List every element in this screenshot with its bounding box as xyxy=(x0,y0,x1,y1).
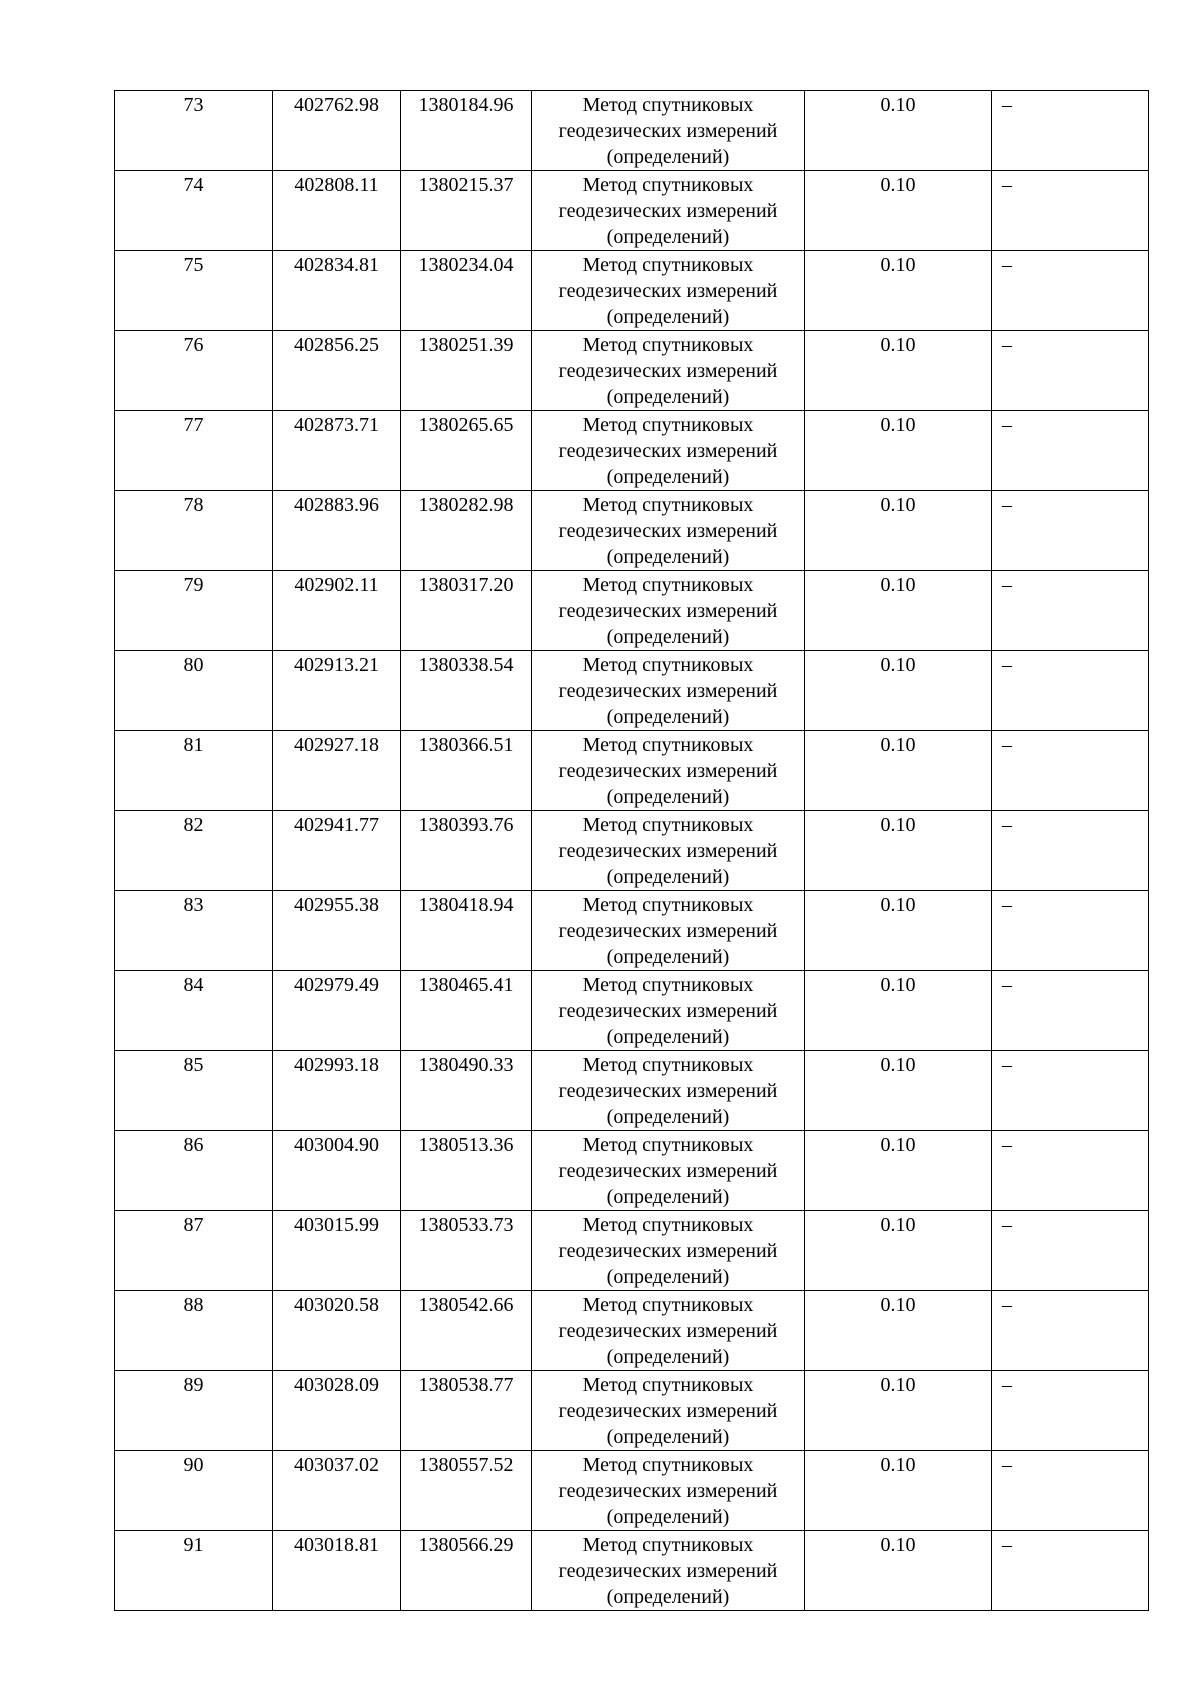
table-row xyxy=(115,331,1149,411)
description-cell: – xyxy=(992,1531,1149,1611)
method-line: геодезических измерений xyxy=(558,360,778,382)
accuracy-cell: 0.10 xyxy=(805,491,992,571)
accuracy-cell: 0.10 xyxy=(805,1451,992,1531)
table-row xyxy=(115,1211,1149,1291)
method-cell xyxy=(532,1051,805,1131)
method-line: (определений) xyxy=(606,946,730,968)
table-row xyxy=(115,1531,1149,1611)
method-line: Метод спутниковых xyxy=(582,1374,754,1396)
method-line: (определений) xyxy=(606,1586,730,1608)
point-number-cell: 87 xyxy=(115,1211,273,1291)
point-number-cell: 79 xyxy=(115,571,273,651)
accuracy-cell: 0.10 xyxy=(805,731,992,811)
description-cell: – xyxy=(992,1131,1149,1211)
table-row xyxy=(115,171,1149,251)
point-number-cell: 73 xyxy=(115,91,273,171)
y-coordinate-cell: 1380490.33 xyxy=(401,1051,532,1131)
accuracy-cell: 0.10 xyxy=(805,1371,992,1451)
method-line: (определений) xyxy=(606,1026,730,1048)
method-line: геодезических измерений xyxy=(558,280,778,302)
description-cell: – xyxy=(992,811,1149,891)
method-line: Метод спутниковых xyxy=(582,414,754,436)
method-line: геодезических измерений xyxy=(558,920,778,942)
x-coordinate-cell: 402955.38 xyxy=(273,891,401,971)
description-cell: – xyxy=(992,1451,1149,1531)
x-coordinate-cell: 402883.96 xyxy=(273,491,401,571)
method-line: геодезических измерений xyxy=(558,200,778,222)
method-line: (определений) xyxy=(606,626,730,648)
accuracy-cell: 0.10 xyxy=(805,1131,992,1211)
point-number-cell: 76 xyxy=(115,331,273,411)
method-line: (определений) xyxy=(606,466,730,488)
method-line: геодезических измерений xyxy=(558,1240,778,1262)
method-line: геодезических измерений xyxy=(558,600,778,622)
method-line: Метод спутниковых xyxy=(582,1294,754,1316)
x-coordinate-cell: 402941.77 xyxy=(273,811,401,891)
accuracy-cell: 0.10 xyxy=(805,171,992,251)
accuracy-cell: 0.10 xyxy=(805,251,992,331)
accuracy-cell: 0.10 xyxy=(805,971,992,1051)
method-line: геодезических измерений xyxy=(558,1000,778,1022)
method-line: геодезических измерений xyxy=(558,520,778,542)
y-coordinate-cell: 1380513.36 xyxy=(401,1131,532,1211)
point-number-cell: 80 xyxy=(115,651,273,731)
method-cell xyxy=(532,1451,805,1531)
y-coordinate-cell: 1380533.73 xyxy=(401,1211,532,1291)
method-line: геодезических измерений xyxy=(558,1560,778,1582)
method-cell xyxy=(532,1291,805,1371)
x-coordinate-cell: 402762.98 xyxy=(273,91,401,171)
method-line: (определений) xyxy=(606,1186,730,1208)
method-cell xyxy=(532,491,805,571)
description-cell: – xyxy=(992,1371,1149,1451)
method-line: (определений) xyxy=(606,386,730,408)
point-number-cell: 85 xyxy=(115,1051,273,1131)
y-coordinate-cell: 1380557.52 xyxy=(401,1451,532,1531)
description-cell: – xyxy=(992,171,1149,251)
y-coordinate-cell: 1380538.77 xyxy=(401,1371,532,1451)
x-coordinate-cell: 402834.81 xyxy=(273,251,401,331)
method-line: геодезических измерений xyxy=(558,760,778,782)
point-number-cell: 86 xyxy=(115,1131,273,1211)
accuracy-cell: 0.10 xyxy=(805,411,992,491)
method-line: Метод спутниковых xyxy=(582,1214,754,1236)
accuracy-cell: 0.10 xyxy=(805,651,992,731)
coordinates-table xyxy=(114,90,1149,1611)
method-cell xyxy=(532,1211,805,1291)
point-number-cell: 84 xyxy=(115,971,273,1051)
point-number-cell: 75 xyxy=(115,251,273,331)
method-line: геодезических измерений xyxy=(558,1480,778,1502)
method-line: геодезических измерений xyxy=(558,1160,778,1182)
table-row xyxy=(115,91,1149,171)
table-row xyxy=(115,971,1149,1051)
accuracy-cell: 0.10 xyxy=(805,91,992,171)
description-cell: – xyxy=(992,411,1149,491)
table-row xyxy=(115,1371,1149,1451)
x-coordinate-cell: 403028.09 xyxy=(273,1371,401,1451)
method-line: геодезических измерений xyxy=(558,1320,778,1342)
x-coordinate-cell: 402873.71 xyxy=(273,411,401,491)
method-cell xyxy=(532,811,805,891)
method-line: (определений) xyxy=(606,1106,730,1128)
method-line: (определений) xyxy=(606,1426,730,1448)
point-number-cell: 82 xyxy=(115,811,273,891)
method-line: Метод спутниковых xyxy=(582,1134,754,1156)
y-coordinate-cell: 1380184.96 xyxy=(401,91,532,171)
y-coordinate-cell: 1380282.98 xyxy=(401,491,532,571)
x-coordinate-cell: 402993.18 xyxy=(273,1051,401,1131)
method-line: геодезических измерений xyxy=(558,840,778,862)
method-line: (определений) xyxy=(606,306,730,328)
x-coordinate-cell: 403018.81 xyxy=(273,1531,401,1611)
description-cell: – xyxy=(992,1291,1149,1371)
y-coordinate-cell: 1380542.66 xyxy=(401,1291,532,1371)
method-cell xyxy=(532,651,805,731)
method-line: геодезических измерений xyxy=(558,680,778,702)
y-coordinate-cell: 1380566.29 xyxy=(401,1531,532,1611)
method-line: Метод спутниковых xyxy=(582,94,754,116)
point-number-cell: 83 xyxy=(115,891,273,971)
table-row xyxy=(115,1131,1149,1211)
description-cell: – xyxy=(992,251,1149,331)
y-coordinate-cell: 1380251.39 xyxy=(401,331,532,411)
method-line: Метод спутниковых xyxy=(582,894,754,916)
method-line: Метод спутниковых xyxy=(582,734,754,756)
x-coordinate-cell: 403004.90 xyxy=(273,1131,401,1211)
method-line: Метод спутниковых xyxy=(582,334,754,356)
x-coordinate-cell: 402856.25 xyxy=(273,331,401,411)
method-line: (определений) xyxy=(606,546,730,568)
x-coordinate-cell: 402979.49 xyxy=(273,971,401,1051)
method-cell xyxy=(532,411,805,491)
accuracy-cell: 0.10 xyxy=(805,1051,992,1131)
table-row xyxy=(115,571,1149,651)
x-coordinate-cell: 403015.99 xyxy=(273,1211,401,1291)
table-row xyxy=(115,891,1149,971)
description-cell: – xyxy=(992,971,1149,1051)
point-number-cell: 90 xyxy=(115,1451,273,1531)
x-coordinate-cell: 402808.11 xyxy=(273,171,401,251)
description-cell: – xyxy=(992,731,1149,811)
method-line: Метод спутниковых xyxy=(582,254,754,276)
y-coordinate-cell: 1380265.65 xyxy=(401,411,532,491)
method-cell xyxy=(532,251,805,331)
table-row xyxy=(115,1451,1149,1531)
method-cell xyxy=(532,891,805,971)
method-line: Метод спутниковых xyxy=(582,1454,754,1476)
y-coordinate-cell: 1380317.20 xyxy=(401,571,532,651)
y-coordinate-cell: 1380366.51 xyxy=(401,731,532,811)
y-coordinate-cell: 1380234.04 xyxy=(401,251,532,331)
table-row xyxy=(115,411,1149,491)
description-cell: – xyxy=(992,571,1149,651)
table-row xyxy=(115,491,1149,571)
x-coordinate-cell: 403037.02 xyxy=(273,1451,401,1531)
accuracy-cell: 0.10 xyxy=(805,1531,992,1611)
method-line: (определений) xyxy=(606,866,730,888)
table-row xyxy=(115,651,1149,731)
method-line: Метод спутниковых xyxy=(582,814,754,836)
method-line: Метод спутниковых xyxy=(582,974,754,996)
method-line: (определений) xyxy=(606,226,730,248)
point-number-cell: 78 xyxy=(115,491,273,571)
method-line: геодезических измерений xyxy=(558,120,778,142)
method-line: (определений) xyxy=(606,1346,730,1368)
method-line: геодезических измерений xyxy=(558,1080,778,1102)
method-cell xyxy=(532,171,805,251)
method-line: геодезических измерений xyxy=(558,1400,778,1422)
method-cell xyxy=(532,91,805,171)
method-line: Метод спутниковых xyxy=(582,1534,754,1556)
method-line: (определений) xyxy=(606,1266,730,1288)
x-coordinate-cell: 402927.18 xyxy=(273,731,401,811)
x-coordinate-cell: 402913.21 xyxy=(273,651,401,731)
description-cell: – xyxy=(992,651,1149,731)
table-row xyxy=(115,1291,1149,1371)
table-row xyxy=(115,731,1149,811)
point-number-cell: 81 xyxy=(115,731,273,811)
method-cell xyxy=(532,1531,805,1611)
description-cell: – xyxy=(992,891,1149,971)
point-number-cell: 74 xyxy=(115,171,273,251)
description-cell: – xyxy=(992,491,1149,571)
method-line: (определений) xyxy=(606,786,730,808)
point-number-cell: 88 xyxy=(115,1291,273,1371)
method-line: Метод спутниковых xyxy=(582,174,754,196)
table-row xyxy=(115,811,1149,891)
y-coordinate-cell: 1380465.41 xyxy=(401,971,532,1051)
method-line: геодезических измерений xyxy=(558,440,778,462)
method-cell xyxy=(532,1131,805,1211)
coordinates-table-body xyxy=(115,91,1149,1611)
point-number-cell: 89 xyxy=(115,1371,273,1451)
accuracy-cell: 0.10 xyxy=(805,1291,992,1371)
description-cell: – xyxy=(992,331,1149,411)
method-line: Метод спутниковых xyxy=(582,574,754,596)
accuracy-cell: 0.10 xyxy=(805,331,992,411)
method-line: (определений) xyxy=(606,146,730,168)
table-row xyxy=(115,1051,1149,1131)
method-line: Метод спутниковых xyxy=(582,494,754,516)
point-number-cell: 77 xyxy=(115,411,273,491)
y-coordinate-cell: 1380418.94 xyxy=(401,891,532,971)
method-cell xyxy=(532,1371,805,1451)
method-cell xyxy=(532,571,805,651)
y-coordinate-cell: 1380393.76 xyxy=(401,811,532,891)
description-cell: – xyxy=(992,1211,1149,1291)
method-line: (определений) xyxy=(606,1506,730,1528)
method-cell xyxy=(532,731,805,811)
y-coordinate-cell: 1380215.37 xyxy=(401,171,532,251)
table-row xyxy=(115,251,1149,331)
accuracy-cell: 0.10 xyxy=(805,1211,992,1291)
y-coordinate-cell: 1380338.54 xyxy=(401,651,532,731)
x-coordinate-cell: 402902.11 xyxy=(273,571,401,651)
x-coordinate-cell: 403020.58 xyxy=(273,1291,401,1371)
method-line: (определений) xyxy=(606,706,730,728)
method-line: Метод спутниковых xyxy=(582,654,754,676)
accuracy-cell: 0.10 xyxy=(805,891,992,971)
description-cell: – xyxy=(992,91,1149,171)
method-line: Метод спутниковых xyxy=(582,1054,754,1076)
method-cell xyxy=(532,331,805,411)
accuracy-cell: 0.10 xyxy=(805,811,992,891)
description-cell: – xyxy=(992,1051,1149,1131)
point-number-cell: 91 xyxy=(115,1531,273,1611)
method-cell xyxy=(532,971,805,1051)
accuracy-cell: 0.10 xyxy=(805,571,992,651)
